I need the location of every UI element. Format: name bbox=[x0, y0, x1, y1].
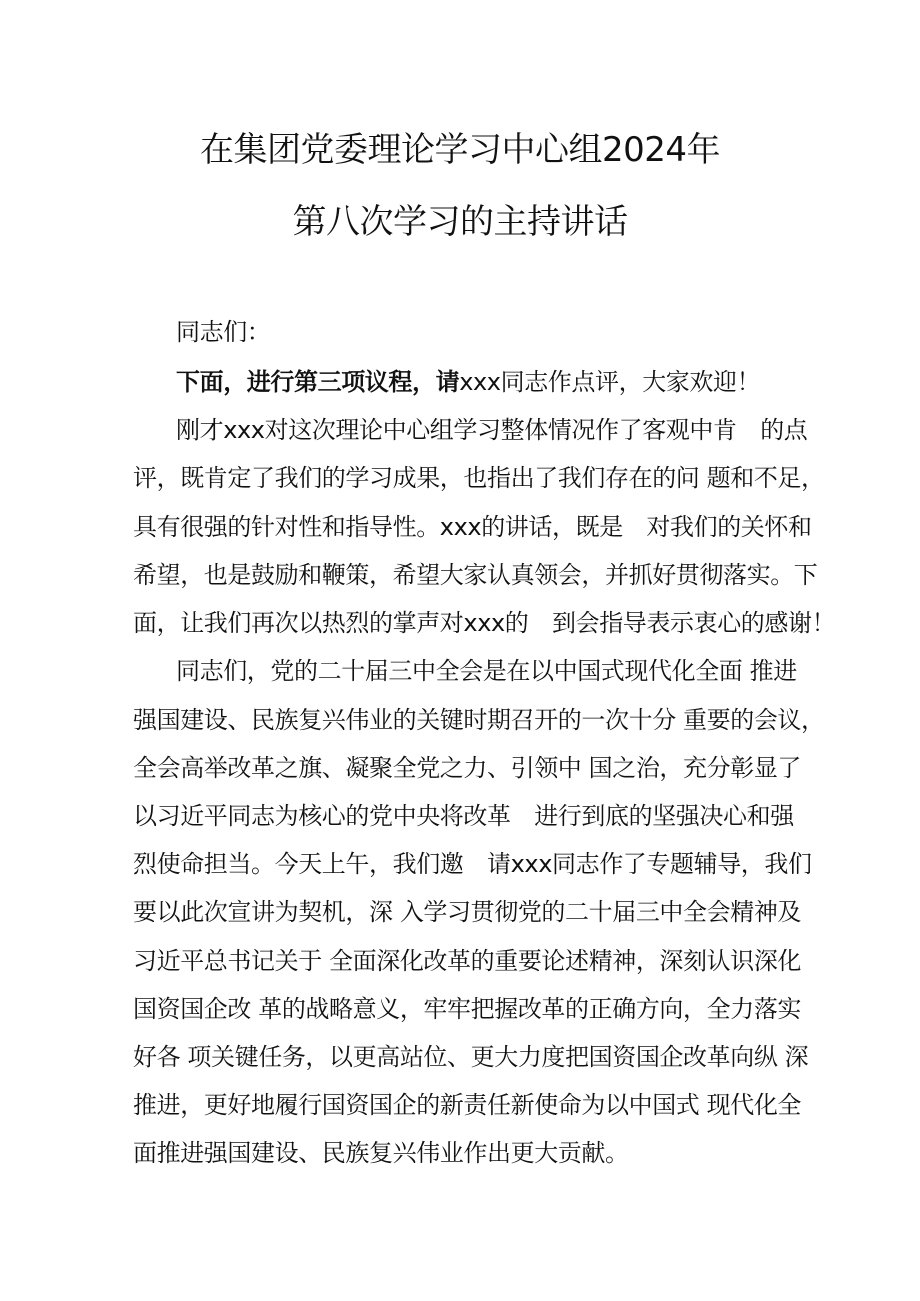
paragraph-agenda bbox=[176, 367, 793, 397]
paragraph-line: 习近平总书记关于 全面深化改革的重要论述精神，深刻认识深化 bbox=[133, 947, 802, 975]
agenda-bold-text: 下面，进行第三项议程，请 bbox=[176, 368, 460, 396]
paragraph-line: 面推进强国建设、民族复兴伟业作出更大贡献。 bbox=[133, 1139, 629, 1167]
paragraph-line: 好各 项关键任务，以更高站位、更大力度把国资国企改革向纵 深 bbox=[133, 1043, 809, 1071]
salutation: 同志们： bbox=[176, 318, 271, 346]
paragraph-line: 面，让我们再次以热烈的掌声对xxx的 到会指导表示衷心的感谢！ bbox=[133, 609, 836, 637]
paragraph-line: 国资国企改 革的战略意义，牢牢把握改革的正确方向，全力落实 bbox=[133, 995, 802, 1023]
paragraph-line: 要以此次宣讲为契机，深 入学习贯彻党的二十届三中全会精神及 bbox=[133, 898, 802, 926]
paragraph-line: 刚才xxx对这次理论中心组学习整体情况作了客观中肯 的点 bbox=[176, 416, 808, 444]
paragraph-line: 希望，也是鼓励和鞭策，希望大家认真领会，并抓好贯彻落实。下 bbox=[133, 561, 818, 589]
paragraph-line: 推进，更好地履行国资国企的新责任新使命为以中国式 现代化全 bbox=[133, 1091, 802, 1119]
agenda-normal-text: xxx同志作点评，大家欢迎！ bbox=[459, 368, 761, 396]
paragraph-line: 强国建设、民族复兴伟业的关键时期召开的一次十分 重要的会议， bbox=[133, 706, 825, 734]
document-title-line-1: 在集团党委理论学习中心组2024年 bbox=[199, 130, 721, 170]
paragraph-line: 评，既肯定了我们的学习成果，也指出了我们存在的问 题和不足， bbox=[133, 464, 825, 492]
paragraph-line: 具有很强的针对性和指导性。xxx的讲话，既是 对我们的关怀和 bbox=[133, 513, 812, 541]
paragraph-line: 全会高举改革之旗、凝聚全党之力、引领中 国之治，充分彰显了 bbox=[133, 754, 802, 782]
paragraph-line: 同志们，党的二十届三中全会是在以中国式现代化全面 推进 bbox=[176, 657, 797, 685]
document-title-line-2: 第八次学习的主持讲话 bbox=[292, 202, 628, 242]
paragraph-line: 以习近平同志为核心的党中央将改革 进行到底的坚强决心和强 bbox=[133, 802, 794, 830]
paragraph-line: 烈使命担当。今天上午，我们邀 请xxx同志作了专题辅导，我们 bbox=[133, 850, 812, 878]
